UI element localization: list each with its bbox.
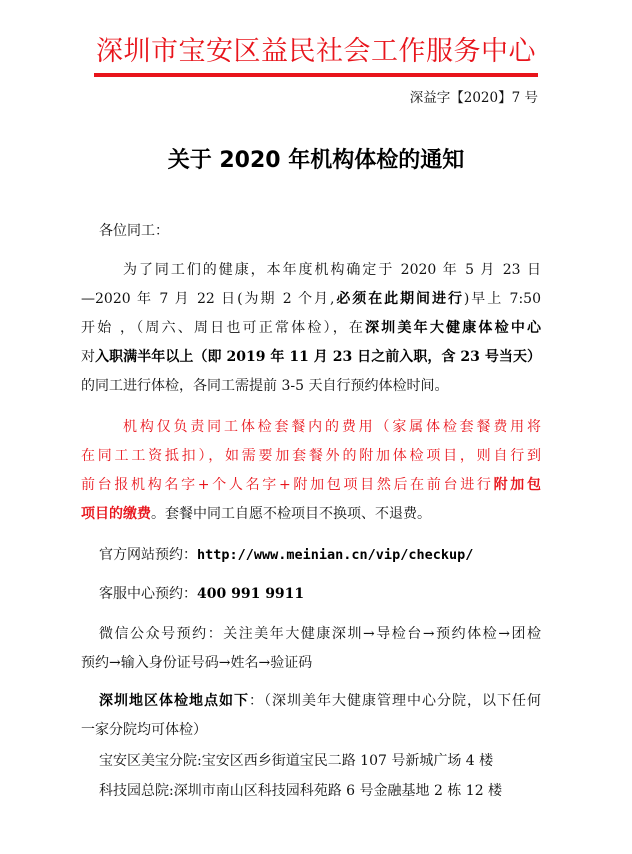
- para1-line4: [81, 347, 541, 367]
- must-period-emphasis: 必须在此期间进行: [334, 291, 464, 307]
- wechat-booking-line1: 微信公众号预约：关注美年大健康深圳→导检台→预约体检→团检: [99, 626, 541, 642]
- phone-booking-label: 客服中心预约：: [99, 586, 197, 602]
- eligibility-emphasis: 入职满半年以上（即 2019 年 11 月 23 日之前入职，含 23 号当天）: [95, 349, 542, 365]
- para1-line3-text: 开始 ，（周六、周日也可正常体检），在: [81, 320, 366, 336]
- para2-line3-text: 前台报机构名字+个人名字+附加包项目然后在前台进行: [81, 477, 494, 493]
- locations-heading: 深圳地区体检地点如下: [99, 693, 249, 709]
- center-name-emphasis: 深圳美年大健康体检中心: [365, 320, 542, 336]
- phone-number: 400 991 9911: [197, 586, 305, 602]
- wechat-booking-line2: 预约→输入身份证号码→姓名→验证码: [81, 655, 313, 671]
- location-item: 科技园总院:深圳市南山区科技园科苑路 6 号金融基地 2 栋 12 楼: [99, 783, 503, 799]
- para1-line5: 的同工进行体检，各同工需提前 3-5 天自行预约体检时间。: [81, 378, 449, 394]
- phone-booking: [99, 584, 559, 604]
- web-booking-link[interactable]: http://www.meinian.cn/vip/checkup/: [197, 547, 474, 563]
- org-name-header: 深圳市宝安区益民社会工作服务中心: [96, 36, 536, 67]
- payment-emphasis: 项目的缴费: [81, 506, 151, 522]
- para1-line3: [81, 318, 541, 338]
- para1-line1: 为了同工们的健康，本年度机构确定于 2020 年 5 月 23 日: [123, 262, 541, 278]
- para2-line4: [81, 504, 541, 524]
- locations-intro-text: ：（深圳美年大健康管理中心分院，以下任何: [249, 693, 541, 709]
- para2-line3: [81, 475, 541, 495]
- greeting: 各位同工：: [99, 223, 169, 239]
- notice-title: 关于 2020 年机构体检的通知: [167, 148, 465, 173]
- para1-line2-text: —2020 年 7 月 22 日(为期 2 个月,: [81, 291, 335, 307]
- para2-line2: 在同工工资抵扣），如需要加套餐外的附加体检项目，则自行到: [81, 448, 541, 464]
- web-booking: [99, 545, 559, 565]
- locations-intro-line1: [99, 691, 541, 711]
- web-booking-label: 官方网站预约：: [99, 547, 197, 563]
- header-red-rule: [94, 73, 538, 77]
- para1-line2: [81, 289, 541, 309]
- para2-line1: 机构仅负责同工体检套餐内的费用（家属体检套餐费用将: [123, 419, 541, 435]
- para2-line4-text: 。套餐中同工自愿不检项目不换项、不退费。: [151, 506, 431, 522]
- document-number: 深益字【2020】7 号: [409, 90, 538, 106]
- para1-line4-text: 对: [81, 349, 96, 365]
- para1-line2-time: )早上 7:50: [463, 291, 542, 307]
- location-item: 宝安区美宝分院:宝安区西乡街道宝民二路 107 号新城广场 4 楼: [99, 753, 494, 769]
- addon-emphasis: 附加包: [493, 477, 541, 493]
- locations-intro-line2: 一家分院均可体检）: [81, 722, 207, 738]
